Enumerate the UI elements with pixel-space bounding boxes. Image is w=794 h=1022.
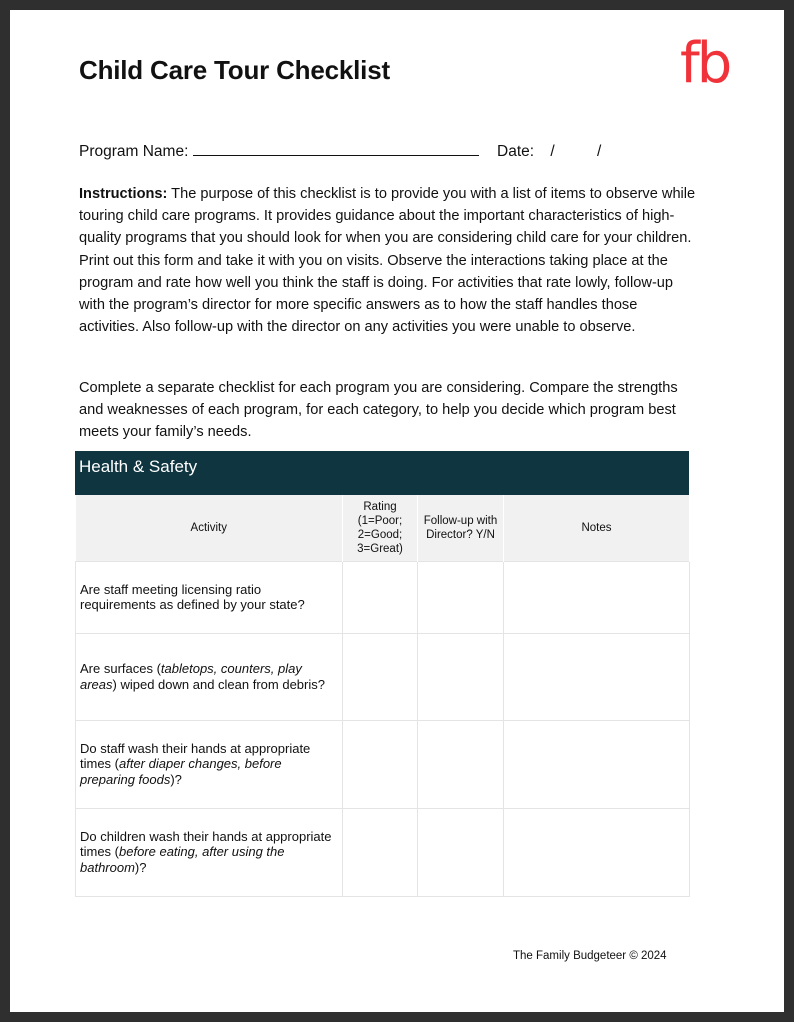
table-row — [76, 808, 690, 896]
activity-text: )? — [134, 859, 147, 875]
table-row — [76, 633, 690, 720]
activity-text: Do children wash their hands at appropriate times ( — [80, 828, 332, 860]
notes-cell[interactable] — [504, 720, 690, 808]
brand-logo: fb — [680, 31, 730, 96]
column-headers — [76, 495, 690, 561]
activity-text: Are staff meeting licensing ratio requirements as defined by your state? — [80, 581, 305, 612]
activity-cell — [76, 633, 343, 720]
table-row — [76, 561, 690, 633]
activity-text-italic: before eating, after using the bathroom — [80, 844, 285, 875]
program-date-line — [79, 142, 601, 161]
header-notes: Notes — [504, 495, 690, 561]
activity-text: )? — [170, 771, 182, 787]
notes-cell[interactable] — [504, 561, 690, 633]
activity-text: ) wiped down and clean from debris? — [112, 676, 325, 692]
program-name-field[interactable] — [193, 142, 479, 156]
instructions-label: Instructions: — [79, 186, 168, 202]
activity-text: Do staff wash their hands at appropriate times ( — [80, 740, 311, 772]
rating-cell[interactable] — [343, 633, 418, 720]
program-name-label: Program Name: — [79, 143, 189, 160]
activity-cell — [76, 720, 343, 808]
activity-cell — [76, 561, 343, 633]
rating-cell[interactable] — [343, 808, 418, 896]
follow-up-cell[interactable] — [418, 808, 504, 896]
document-page — [10, 10, 784, 1012]
rating-cell[interactable] — [343, 561, 418, 633]
header-activity: Activity — [76, 495, 343, 561]
instructions-text: The purpose of this checklist is to provide you with a list of items to observe while touring child care programs. It provides guidance about the important characteristics of high-quality programs that you should look for when you are considering child care for your children. Print out this form and take it with you on visits. Observe the interactions taking place at the program and rate how well you think the staff is doing. For activities that rate lowly, follow-up with the program’s director for more specific answers as to how the staff handles those activities. Also follow-up with the director on any activities you were unable to observe. — [79, 186, 696, 336]
activity-text-italic: tabletops, counters, play areas — [80, 661, 302, 692]
comparison-paragraph: Complete a separate checklist for each program you are considering. Compare the strengths and weaknesses of each program, for each category, to help you decide which program best meets your family’s needs. — [79, 380, 678, 441]
checklist-table — [75, 451, 689, 897]
date-separator: / — [597, 143, 602, 160]
follow-up-cell[interactable] — [418, 561, 504, 633]
header-follow-up: Follow-up with Director? Y/N — [418, 495, 504, 561]
follow-up-cell[interactable] — [418, 633, 504, 720]
instructions-paragraph — [79, 183, 699, 338]
follow-up-cell[interactable] — [418, 720, 504, 808]
notes-cell[interactable] — [504, 633, 690, 720]
activity-text-italic: after diaper changes, before preparing foods — [80, 756, 282, 787]
footer-copyright: The Family Budgeteer © 2024 — [513, 950, 667, 962]
activity-cell — [76, 808, 343, 896]
section-header: Health & Safety — [75, 451, 689, 495]
table-row — [76, 720, 690, 808]
notes-cell[interactable] — [504, 808, 690, 896]
activity-text: Are surfaces ( — [80, 661, 161, 676]
date-separator: / — [550, 143, 555, 160]
rating-cell[interactable] — [343, 720, 418, 808]
date-label: Date: — [497, 143, 535, 160]
header-rating: Rating (1=Poor; 2=Good; 3=Great) — [343, 495, 418, 561]
page-title: Child Care Tour Checklist — [79, 55, 390, 85]
